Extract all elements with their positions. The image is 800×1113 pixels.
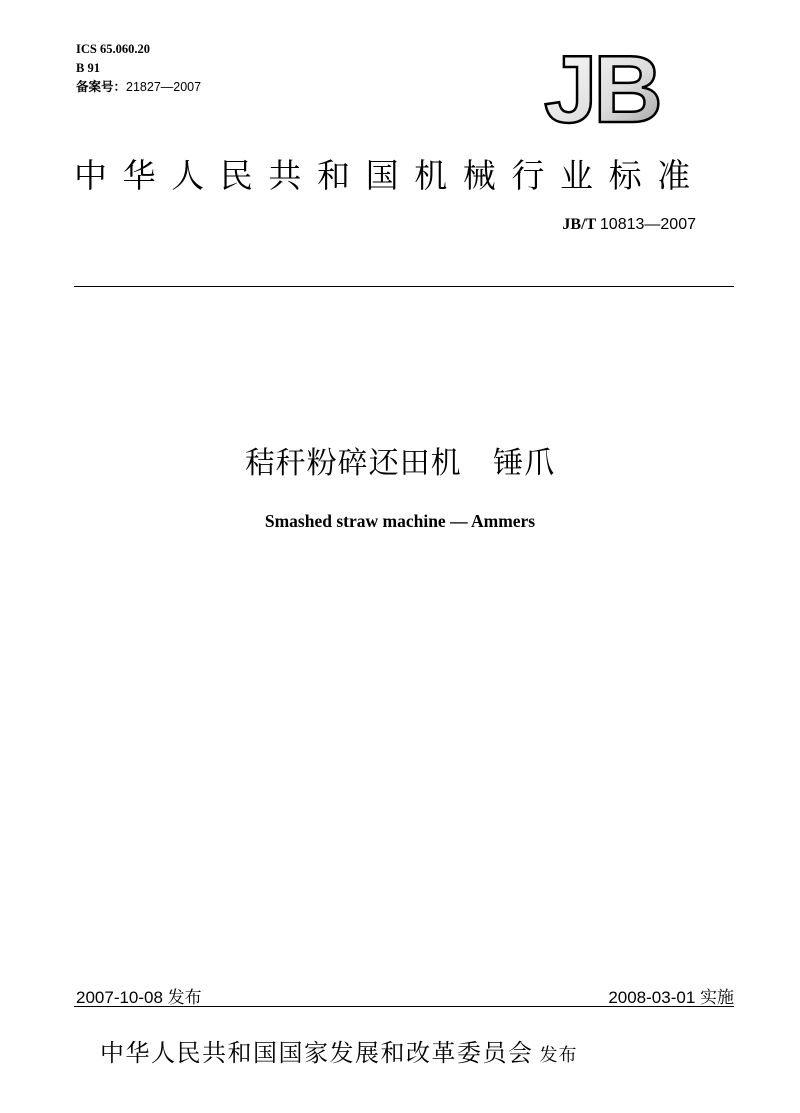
standard-code-number: 10813—2007 (599, 216, 696, 233)
ccs-code (76, 59, 100, 78)
header-divider (74, 286, 734, 287)
issue-date: 2007-10-08 发布 (76, 988, 202, 1007)
ccs-code-text: B 91 (76, 61, 100, 75)
implementation-date: 2008-03-01 实施 (608, 988, 734, 1007)
document-title-en: Smashed straw machine — Ammers (264, 511, 536, 531)
issuer (100, 1033, 578, 1068)
ics-code (76, 40, 150, 59)
issuer-name: 中华人民共和国国家发展和改革委员会 (100, 1039, 534, 1067)
jb-logo (540, 40, 700, 136)
standard-number (562, 216, 696, 234)
record-number (76, 78, 201, 97)
standard-category-title: 中华人民共和国机械行业标准 (74, 156, 706, 195)
record-value: 21827—2007 (126, 80, 202, 94)
jb-logo-text: JB (544, 40, 659, 136)
issuer-suffix: 发布 (539, 1045, 578, 1066)
ics-code-text: ICS 65.060.20 (76, 42, 150, 56)
footer-divider (74, 1006, 734, 1007)
document-title-cn: 秸秆粉碎还田机 锤爪 (244, 446, 556, 481)
standard-code-prefix: JB/T (562, 216, 596, 233)
record-label: 备案号： (76, 80, 127, 94)
